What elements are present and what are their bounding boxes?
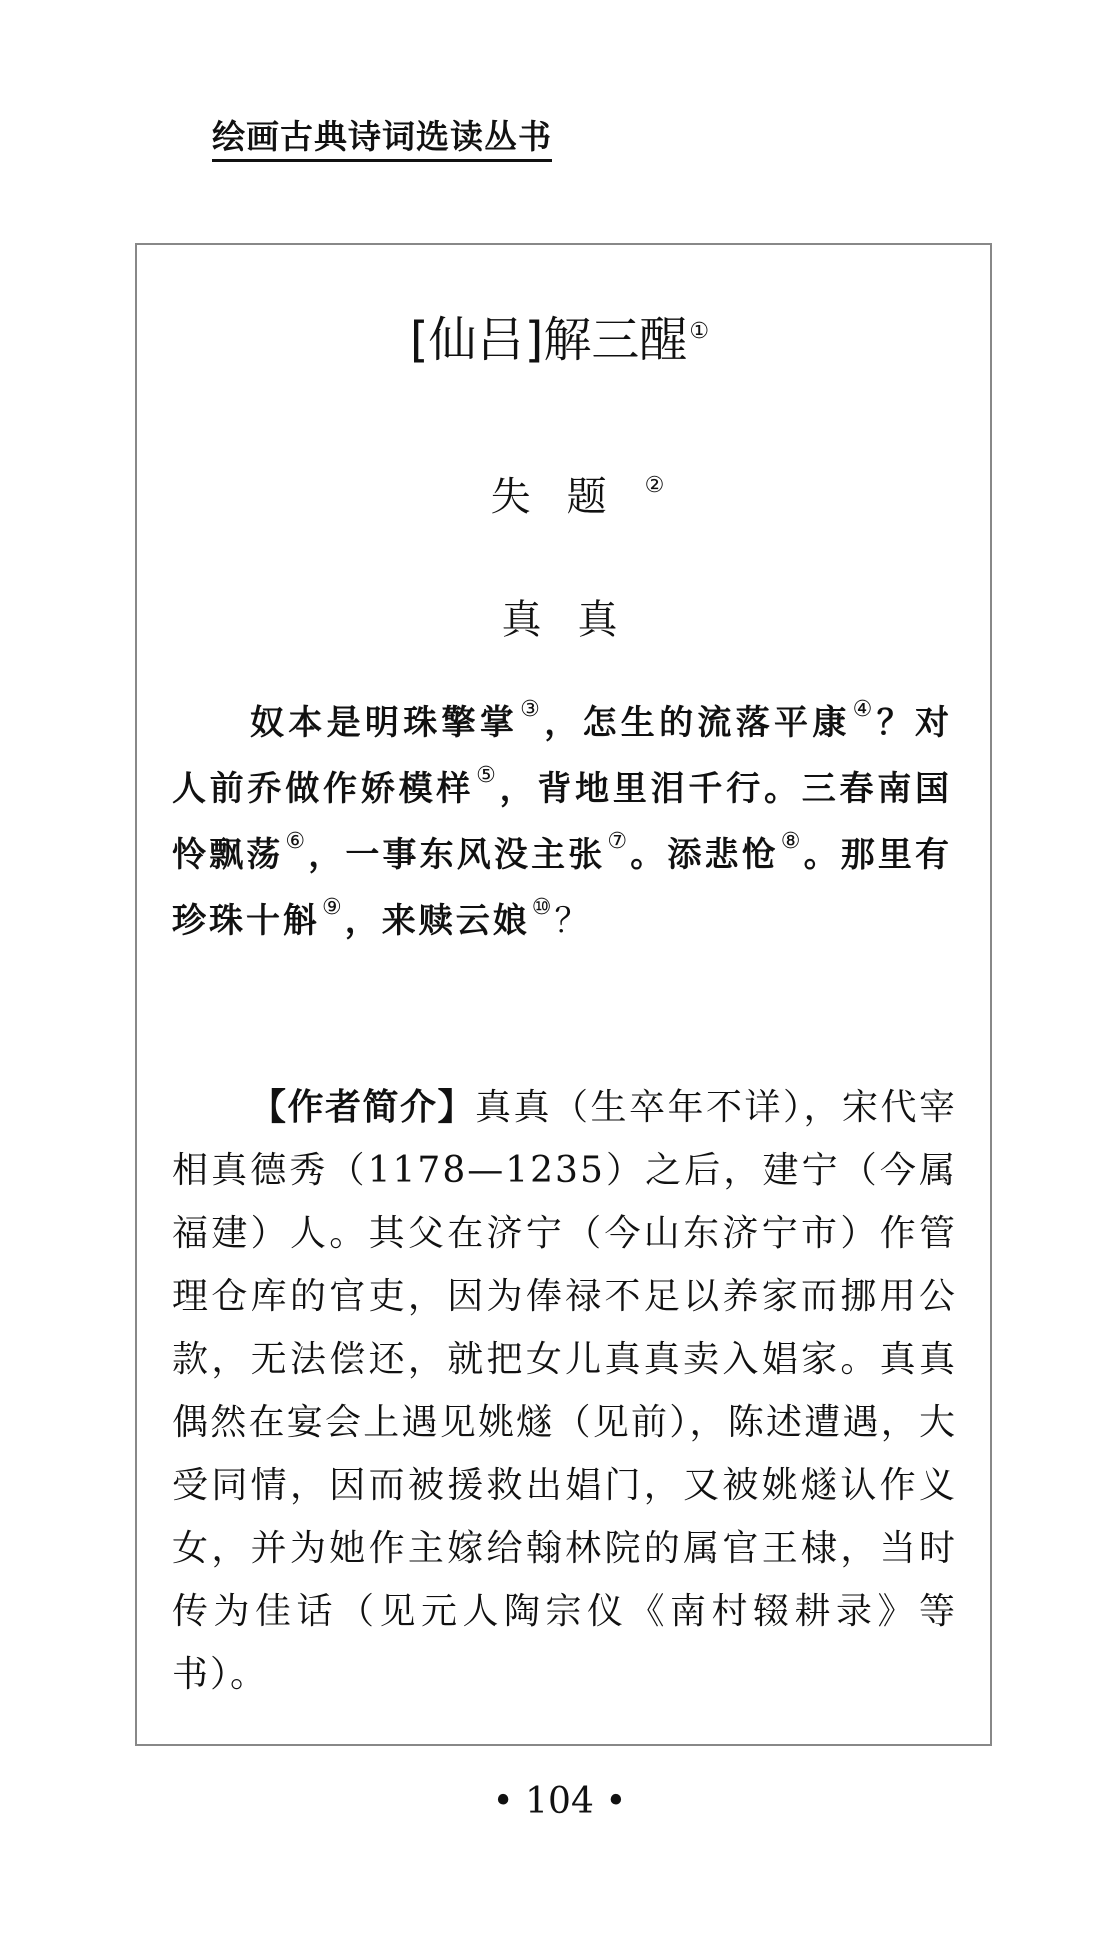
poem-title-text: [仙吕]解三醒 bbox=[409, 312, 688, 368]
poem-segment: 奴本是明珠擎掌 bbox=[250, 703, 519, 743]
footnote-marker: ⑧ bbox=[780, 829, 804, 854]
intro-paragraph bbox=[172, 1076, 957, 1706]
footnote-marker: ③ bbox=[520, 697, 545, 722]
series-title: 绘画古典诗词选读丛书 bbox=[212, 117, 552, 162]
footnote-marker: ① bbox=[689, 319, 710, 344]
poem-segment: ，一事东风没主张 bbox=[308, 835, 606, 875]
footnote-marker: ④ bbox=[852, 697, 877, 722]
intro-label: 【作者简介】 bbox=[250, 1086, 475, 1128]
poem-paragraph bbox=[172, 690, 952, 954]
poem-body bbox=[172, 690, 952, 954]
poem-segment: 。那里有珍珠十斛 bbox=[172, 835, 953, 941]
poem-subtitle bbox=[0, 472, 1119, 522]
poem-segment: ？ bbox=[554, 901, 592, 941]
intro-text: 真真（生卒年不详），宋代宰相真德秀（1178—1235）之后，建宁（今属福建）人。其父在济宁（今山东济宁市）作管理仓库的官吏，因为俸禄不足以养家而挪用公款，无法偿还，就把女儿真真卖入娼家。真真偶然在宴会上遇见姚燧（见前），陈述遭遇，大受同情，因而被援救出娼门，又被姚燧认作义女，并为她作主嫁给翰林院的属官王棣，当时传为佳话（见元人陶宗仪《南村辍耕录》等书）。 bbox=[172, 1087, 957, 1695]
footnote-marker: ⑨ bbox=[322, 895, 345, 920]
footnote-marker: ⑥ bbox=[285, 829, 309, 854]
footnote-marker: ⑤ bbox=[476, 763, 500, 788]
poem-title bbox=[0, 310, 1119, 370]
footnote-marker: ② bbox=[644, 473, 665, 498]
poem-segment: ？对人前乔做作娇模样 bbox=[172, 703, 952, 809]
footnote-marker: ⑩ bbox=[531, 895, 555, 920]
poem-segment: ，来赎云娘 bbox=[344, 901, 530, 941]
page-number: • 104 • bbox=[492, 1781, 627, 1822]
subtitle-text: 失题 bbox=[490, 474, 643, 520]
poem-segment: 。添悲怆 bbox=[630, 835, 779, 875]
poem-segment: ，怎生的流落平康 bbox=[544, 703, 851, 743]
author-name: 真真 bbox=[501, 597, 654, 643]
footnote-marker: ⑦ bbox=[607, 829, 631, 854]
poem-segment: ，背地里泪千行。三春南国怜飘荡 bbox=[172, 769, 953, 875]
author-introduction bbox=[172, 1076, 957, 1706]
